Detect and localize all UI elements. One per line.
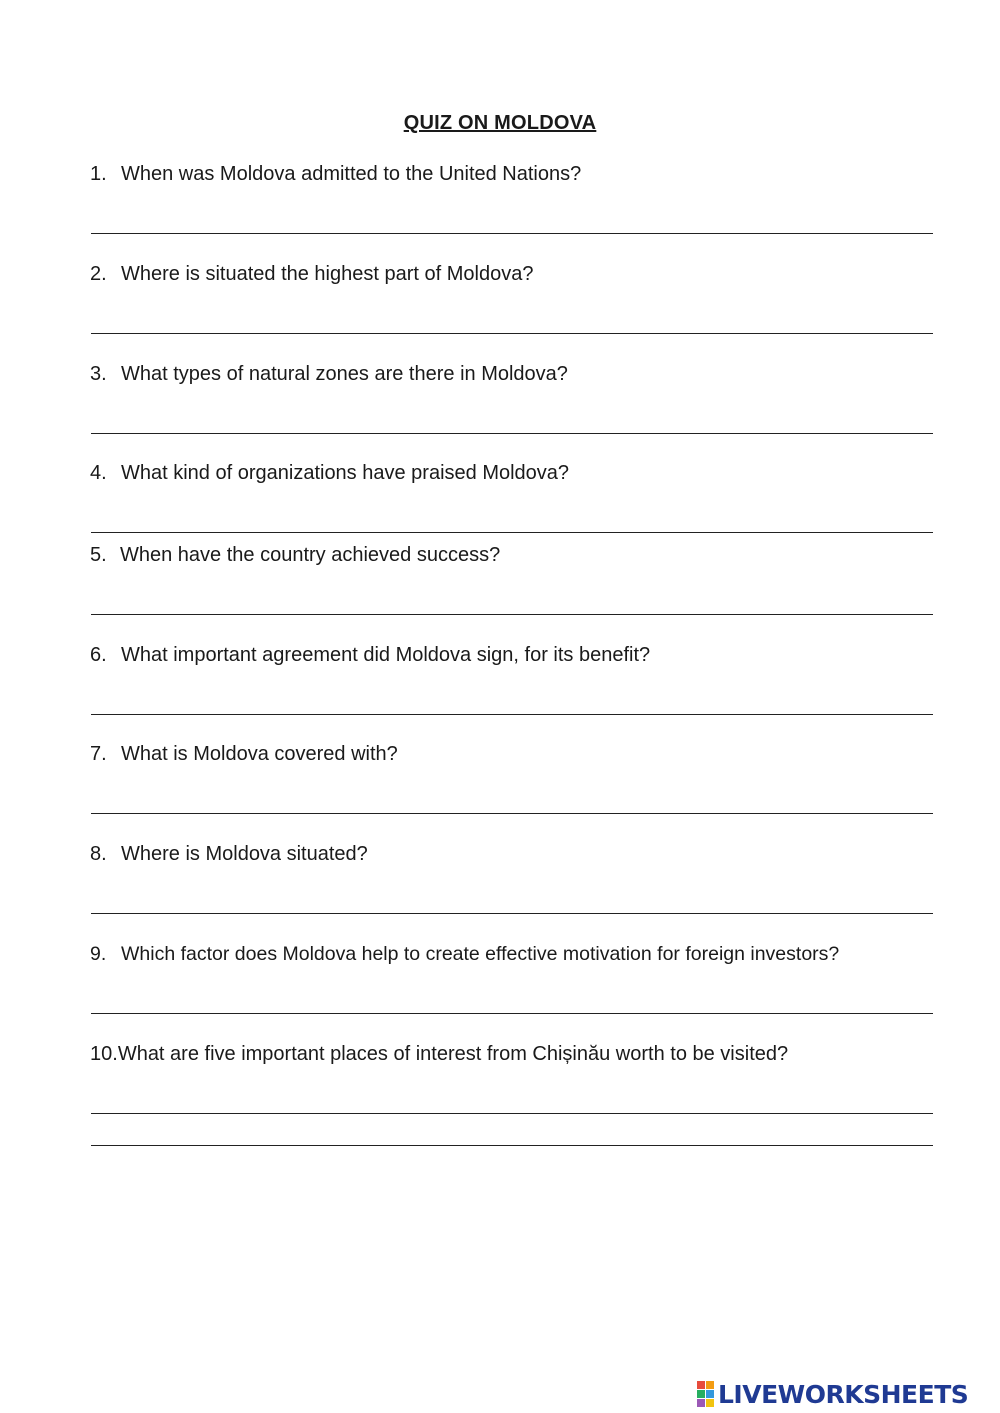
answer-line-7[interactable]: [91, 813, 933, 814]
liveworksheets-logo-icon: [697, 1381, 714, 1407]
question-number: 1.: [90, 163, 107, 185]
question-6: [90, 643, 650, 667]
answer-line-3[interactable]: [91, 433, 933, 434]
answer-line-8[interactable]: [91, 913, 933, 914]
question-text: Where is situated the highest part of Moldova?: [121, 263, 534, 285]
question-number: 3.: [90, 363, 107, 385]
question-2: [90, 262, 533, 286]
answer-line-6[interactable]: [91, 714, 933, 715]
question-number: 8.: [90, 843, 107, 865]
question-text: What kind of organizations have praised Moldova?: [121, 462, 570, 484]
answer-line-10a[interactable]: [91, 1113, 933, 1114]
logo-block: [706, 1390, 714, 1398]
liveworksheets-logo: [697, 1378, 968, 1410]
answer-line-4[interactable]: [91, 532, 933, 533]
answer-line-2[interactable]: [91, 333, 933, 334]
question-text: What types of natural zones are there in Moldova?: [121, 363, 568, 385]
logo-block: [697, 1381, 705, 1389]
question-number: 6.: [90, 644, 107, 666]
answer-line-5[interactable]: [91, 614, 933, 615]
question-10: [90, 1042, 788, 1066]
question-text: What is Moldova covered with?: [121, 743, 398, 765]
answer-line-1[interactable]: [91, 233, 933, 234]
question-text: What important agreement did Moldova sign, for its benefit?: [121, 644, 651, 666]
question-number: 2.: [90, 263, 107, 285]
question-text: Where is Moldova situated?: [121, 843, 368, 865]
answer-line-9[interactable]: [91, 1013, 933, 1014]
logo-block: [697, 1399, 705, 1407]
question-number: 5.: [90, 544, 107, 566]
question-text: When was Moldova admitted to the United Nations?: [121, 163, 582, 185]
question-number: 10.: [90, 1043, 118, 1065]
question-4: [90, 461, 569, 485]
question-7: [90, 742, 398, 766]
question-text: What are five important places of interest from Chișinău worth to be visited?: [117, 1043, 789, 1065]
question-5: [90, 543, 500, 567]
question-text: Which factor does Moldova help to create effective motivation for foreign investors?: [121, 943, 840, 965]
answer-line-10b[interactable]: [91, 1145, 933, 1146]
logo-text: LIVEWORKSHEETS: [718, 1379, 969, 1409]
question-1: [90, 162, 581, 186]
question-3: [90, 362, 568, 386]
question-number: 4.: [90, 462, 107, 484]
question-number: 9.: [90, 943, 107, 965]
logo-block: [697, 1390, 705, 1398]
page-title: QUIZ ON MOLDOVA: [403, 112, 597, 134]
question-number: 7.: [90, 743, 107, 765]
question-text: When have the country achieved success?: [120, 544, 501, 566]
question-9: [90, 942, 839, 966]
logo-block: [706, 1381, 714, 1389]
logo-block: [706, 1399, 714, 1407]
question-8: [90, 842, 368, 866]
